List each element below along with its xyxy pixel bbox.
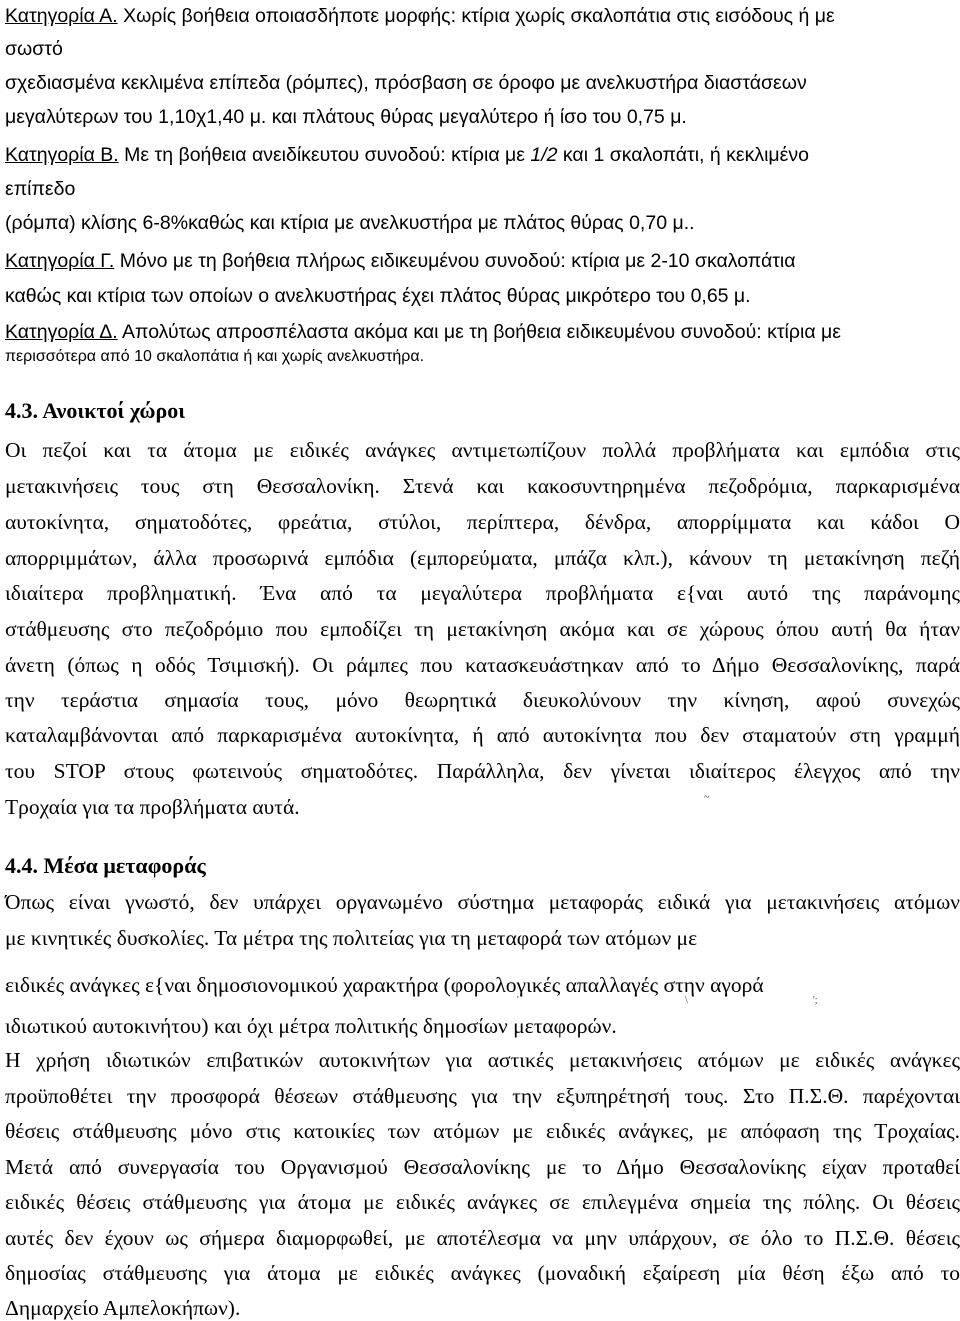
- category-a-label: Κατηγορία Α.: [5, 5, 118, 27]
- section-4-4-line-5: Η χρήση ιδιωτικών επιβατικών αυτοκινήτων για αστικές μετακινήσεις ατόμων με ειδικές ανάγκες: [5, 1048, 960, 1072]
- category-a-line-4: μεγαλύτερων του 1,10χ1,40 μ. και πλάτους θύρας μεγαλύτερο ή ίσο του 0,75 μ.: [5, 106, 687, 128]
- category-c-text: Μόνο με τη βοήθεια πλήρως ειδικευμένου συνοδού: κτίρια με 2-10 σκαλοπάτια: [114, 250, 796, 272]
- category-a-text: Χωρίς βοήθεια οποιασδήποτε μορφής: κτίρια χωρίς σκαλοπάτια στις εισόδους ή με: [117, 5, 835, 27]
- category-a-line-1: [5, 4, 835, 28]
- category-b-line-2: επίπεδο: [5, 178, 76, 200]
- scan-artifact-mark: ': [517, 995, 519, 1006]
- category-c-line-2: καθώς και κτίρια των οποίων ο ανελκυστήρας έχει πλάτος θύρας μικρότερο του 0,65 μ.: [5, 285, 751, 307]
- section-4-4-line-6: προϋποθέτει την προσφορά θέσεων στάθμευσης για την εξυπηρέτησή τους. Στο Π.Σ.Θ. παρέχονται: [5, 1084, 960, 1108]
- section-4-4-line-9: ειδικές θέσεις στάθμευσης για άτομα με ειδικές ανάγκες σε επιλεγμένα σημεία της πόλης. Οι θέσεις: [5, 1190, 960, 1214]
- category-b-text-2: και 1 σκαλοπάτι, ή κεκλιμένο: [557, 144, 809, 166]
- category-d-text: Απολύτως απροσπέλαστα ακόμα και με τη βοήθεια ειδικευμένου συνοδού: κτίρια με: [117, 321, 841, 343]
- section-4-3-line-4: απορριμμάτων, άλλα προσωρινά εμπόδια (εμπορεύματα, μπάζα κλπ.), κάνουν τη μετακίνηση πεζή: [5, 546, 960, 570]
- section-4-4-line-2: με κινητικές δυσκολίες. Τα μέτρα της πολιτείας για τη μεταφορά των ατόμων με: [5, 926, 698, 950]
- section-4-3-line-3: αυτοκίνητα, σηματοδότες, φρεάτια, στύλοι, περίπτερα, δένδρα, απορρίμματα και κάδοι O: [5, 510, 960, 534]
- section-4-4-line-12: Δημαρχείο Αμπελοκήπων).: [5, 1296, 241, 1320]
- section-4-4-line-11: δημοσίας στάθμευσης για άτομα με ειδικές ανάγκες (μοναδική εξαίρεση μία θέση έξω από το: [5, 1261, 960, 1285]
- category-c-label: Κατηγορία Γ.: [5, 250, 115, 272]
- category-b-fraction: 1/2: [530, 144, 558, 166]
- section-4-3-line-6: στάθμευσης στο πεζοδρόμιο που εμποδίζει τη μετακίνηση ακόμα και σε χώρους όπου αυτή θα ήταν: [5, 617, 960, 641]
- section-4-4-line-3: ειδικές ανάγκες ε{ναι δημοσιονομικού χαρακτήρα (φορολογικές απαλλαγές στην αγορά: [5, 973, 764, 997]
- category-b-label: Κατηγορία Β.: [5, 144, 119, 166]
- category-b-line-3: (ρόμπα) κλίσης 6-8%καθώς και κτίρια με ανελκυστήρα με πλάτος θύρας 0,70 μ..: [5, 212, 695, 234]
- section-4-4-line-4: ιδιωτικού αυτοκινήτου) και όχι μέτρα πολιτικής δημοσίων μεταφορών.: [5, 1014, 617, 1038]
- section-4-3-line-5: ιδιαίτερα προβληματική. Ένα από τα μεγαλύτερα προβλήματα ε{ναι αυτό της παράνομης: [5, 581, 960, 605]
- section-4-3-line-7: άνετη (όπως η οδός Τσιμισκή). Οι ράμπες που κατασκευάστηκαν από το Δήμο Θεσσαλονίκης, παρά: [5, 653, 960, 677]
- section-4-3-line-11: Τροχαία για τα προβλήματα αυτά.: [5, 795, 300, 819]
- section-4-3-heading: 4.3. Ανοικτοί χώροι: [5, 398, 186, 423]
- category-a-line-2: σωστό: [5, 38, 63, 60]
- category-d-line-2: περισσότερα από 10 σκαλοπάτια ή και χωρίς ανελκυστήρα.: [5, 348, 425, 365]
- section-4-4-heading: 4.4. Μέσα μεταφοράς: [5, 853, 206, 878]
- category-d-label: Κατηγορία Δ.: [5, 321, 118, 343]
- section-4-4-line-1: Όπως είναι γνωστό, δεν υπάρχει οργανωμένο σύστημα μεταφοράς ειδικά για μετακινήσεις ατόμων: [5, 890, 960, 914]
- scan-artifact-mark: \: [685, 995, 688, 1006]
- section-4-4-line-7: θέσεις στάθμευσης μόνο στις κατοικίες των ατόμων με ειδικές ανάγκες, με απόφαση της Τροχαίας.: [5, 1119, 960, 1143]
- section-4-4-line-10: αυτές δεν έχουν ως σήμερα διαμορφωθεί, με αποτέλεσμα να μην υπάρχουν, σε όλο το Π.Σ.Θ. θέσεις: [5, 1226, 960, 1250]
- category-b-text-1: Με τη βοήθεια ανειδίκευτου συνοδού: κτίρια με: [118, 144, 531, 166]
- section-4-3-line-2: μετακινήσεις τους στη Θεσσαλονίκη. Στενά και κακοσυντηρημένα πεζοδρόμια, παρκαρισμένα: [5, 474, 960, 498]
- section-4-3-line-1: Οι πεζοί και τα άτομα με ειδικές ανάγκες αντιμετωπίζουν πολλά προβλήματα και εμπόδια στις: [5, 438, 960, 462]
- scan-artifact-mark: ~: [704, 792, 710, 803]
- category-a-line-3: σχεδιασμένα κεκλιμένα επίπεδα (ρόμπες), πρόσβαση σε όροφο με ανελκυστήρα διαστάσεων: [5, 72, 807, 94]
- category-c-line-1: [5, 249, 796, 273]
- category-b-line-1: [5, 143, 809, 167]
- section-4-3-line-9: καταλαμβάνονται από παρκαρισμένα αυτοκίνητα, ή από αυτοκίνητα που δεν σταματούν στη γραμμή: [5, 723, 960, 747]
- section-4-3-line-8: την τεράστια σημασία τους, μόνο θεωρητικά διευκολύνουν την κίνηση, αφού συνεχώς: [5, 688, 960, 712]
- scan-artifact-mark: ';: [813, 995, 818, 1006]
- section-4-4-line-8: Μετά από συνεργασία του Οργανισμού Θεσσαλονίκης με το Δήμο Θεσσαλονίκης είχαν προταθεί: [5, 1155, 960, 1179]
- section-4-3-line-10: του STOP στους φωτεινούς σηματοδότες. Παράλληλα, δεν γίνεται ιδιαίτερος έλεγχος από την: [5, 759, 960, 783]
- category-d-line-1: [5, 320, 841, 344]
